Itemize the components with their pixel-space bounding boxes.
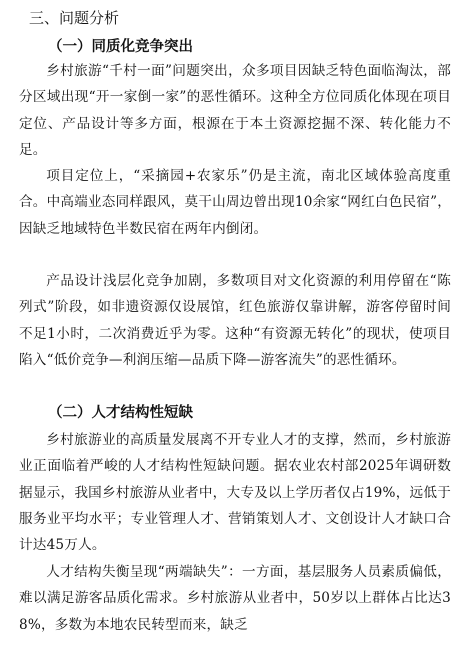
section-heading: 三、问题分析	[29, 9, 120, 27]
subsection-heading-talent-shortage: （二）人才结构性短缺	[48, 405, 193, 421]
paragraph-talent-shortage: 乡村旅游业的高质量发展离不开专业人才的支撑，然而，乡村旅游业正面临着严峻的人才结构性短缺问题。据农业农村部2025年调研数据显示，我国乡村旅游从业者中，大专及以上学历者仅占19%，远低于服务业平均水平；专业管理人才、营销策划人才、文创设计人才缺口合计达45万人。	[19, 432, 451, 554]
paragraph-talent-imbalance: 人才结构失衡呈现“两端缺失”：一方面，基层服务人员素质偏低，难以满足游客品质化需求。乡村旅游从业者中，50岁以上群体占比达38%，多数为本地农民转型而来，缺乏	[19, 564, 451, 633]
paragraph-product-design: 产品设计浅层化竞争加剧，多数项目对文化资源的利用停留在“陈列式”阶段，如非遗资源仅设展馆，红色旅游仅靠讲解，游客停留时间不足1小时，二次消费近乎为零。这种“有资源无转化”的现状，使项目陷入“低价竞争—利润压缩—品质下降—游客流失”的恶性循环。	[19, 273, 451, 368]
paragraph-project-positioning: 项目定位上，“采摘园+农家乐”仍是主流，南北区域体验高度重合。中高端业态同样跟风，莫干山周边曾出现10余家“网红白色民宿”，因缺乏地域特色半数民宿在两年内倒闭。	[19, 168, 452, 237]
paragraph-homogeneity-overview: 乡村旅游“千村一面”问题突出，众多项目因缺乏特色面临淘汰，部分区域出现“开一家倒一家”的恶性循环。这种全方位同质化体现在项目定位、产品设计等多方面，根源在于本土资源挖掘不深、转化能力不足。	[19, 63, 451, 158]
subsection-heading-homogeneous-competition: （一）同质化竞争突出	[48, 39, 193, 55]
